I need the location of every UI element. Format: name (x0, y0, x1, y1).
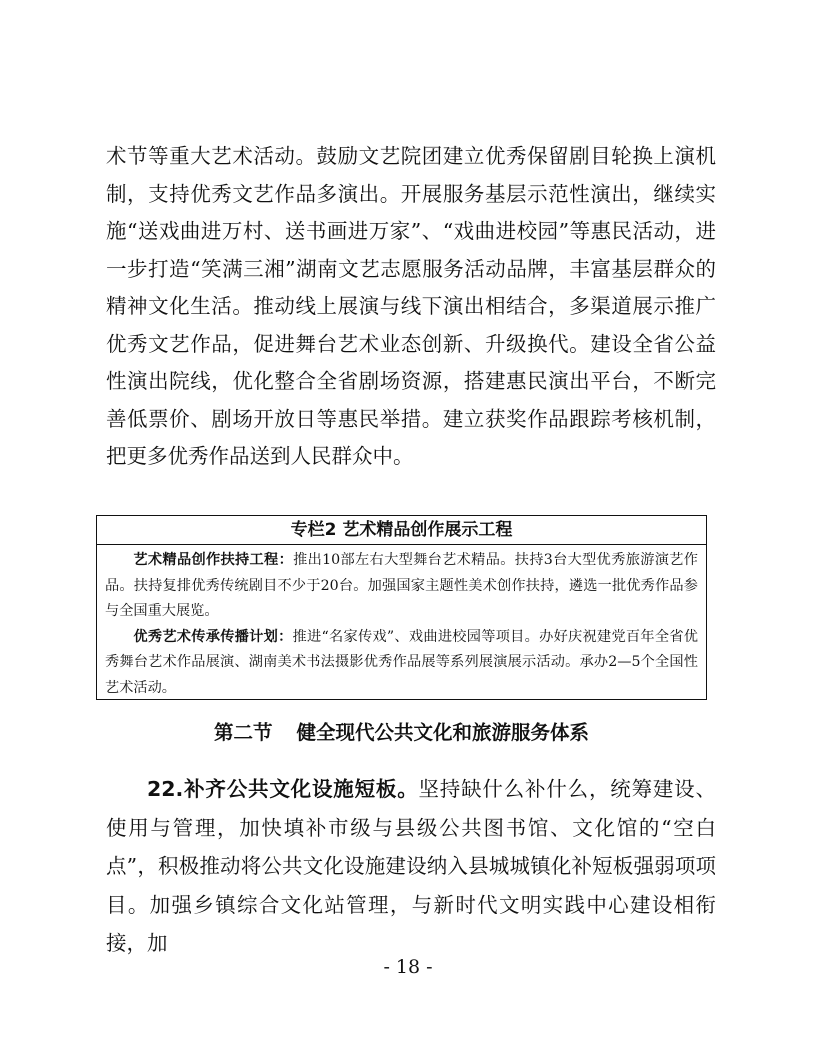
feature-box-item-text: 推进“名家传戏”、戏曲进校园等项目。办好庆祝建党百年全省优秀舞台艺术作品展演、湖南美术书法摄影优秀作品展等系列展演展示活动。承办2—5个全国性艺术活动。 (105, 628, 698, 696)
section-heading (96, 718, 707, 748)
body-paragraph: 术节等重大艺术活动。鼓励文艺院团建立优秀保留剧目轮换上演机制，支持优秀文艺作品多演出。开展服务基层示范性演出，继续实施“送戏曲进万村、送书画进万家”、“戏曲进校园”等惠民活动，进一步打造“笑满三湘”湖南文艺志愿服务活动品牌，丰富基层群众的精神文化生活。推动线上展演与线下演出相结合，多渠道展示推广优秀文艺作品，促进舞台艺术业态创新、升级换代。建设全省公益性演出院线，优化整合全省剧场资源，搭建惠民演出平台，不断完善低票价、剧场开放日等惠民举措。建立获奖作品跟踪考核机制，把更多优秀作品送到人民群众中。 (106, 144, 716, 468)
feature-box-item (105, 625, 698, 702)
feature-box-title: 专栏2 艺术精品创作展示工程 (97, 516, 706, 545)
feature-box-item-heading: 艺术精品创作扶持工程： (133, 552, 294, 568)
paragraph-heading: 22.补齐公共文化设施短板。 (147, 777, 419, 801)
section-number: 第二节 (213, 721, 273, 744)
page-number: - 18 - (383, 956, 433, 978)
feature-box-item-heading: 优秀艺术传承传播计划： (133, 628, 293, 645)
feature-box-body (97, 545, 706, 701)
section-title: 健全现代公共文化和旅游服务体系 (296, 721, 590, 744)
feature-box-item-text: 推出10部左右大型舞台艺术精品。扶持3台大型优秀旅游演艺作品。扶持复排优秀传统剧目不少于20台。加强国家主题性美术创作扶持，遴选一批优秀作品参与全国重大展览。 (105, 552, 698, 619)
paragraph-text: 坚持缺什么补什么，统筹建设、使用与管理，加快填补市级与县级公共图书馆、文化馆的“空白点”，积极推动将公共文化设施建设纳入县城城镇化补短板强弱项项目。加强乡镇综合文化站管理，与新时代文明实践中心建设相衔接，加 (106, 777, 716, 955)
feature-box-item (105, 548, 698, 625)
body-paragraph (106, 770, 716, 963)
feature-box (96, 515, 707, 700)
